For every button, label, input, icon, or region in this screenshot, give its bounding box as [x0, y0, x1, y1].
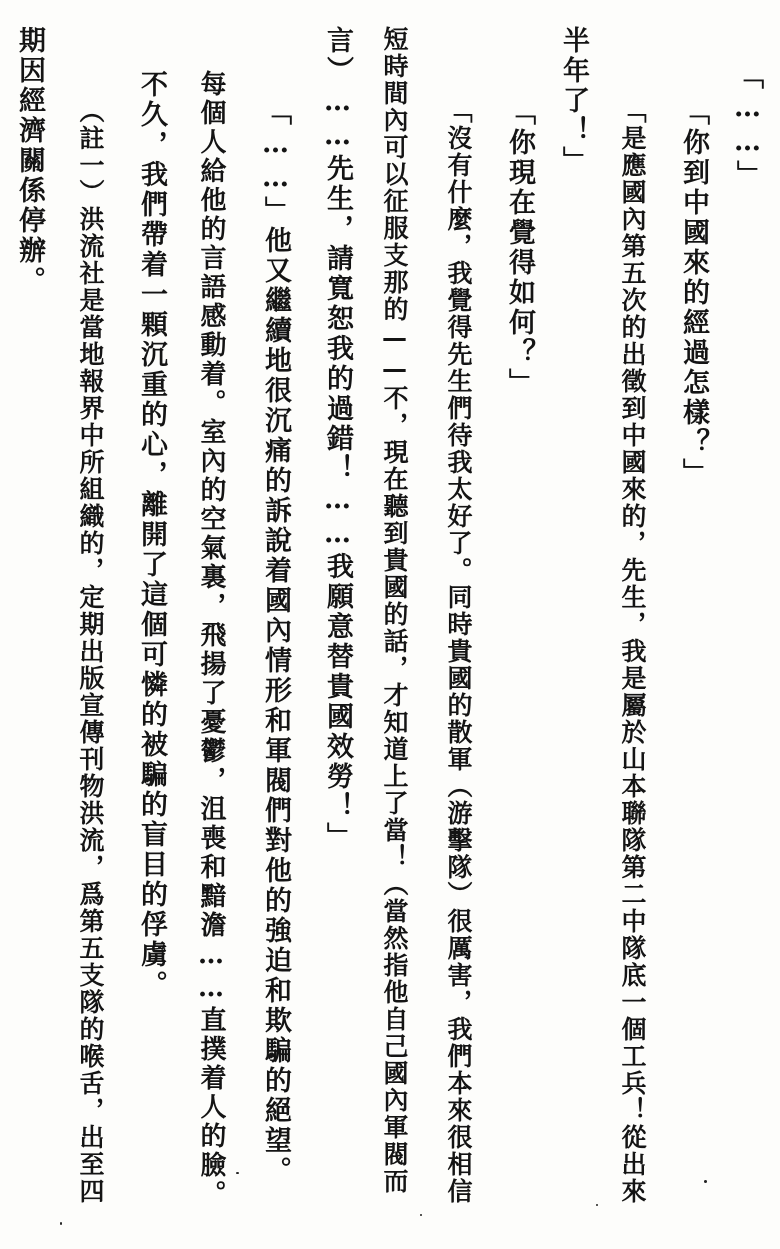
text-column-4: 半年了！」 — [558, 26, 589, 176]
scan-speck — [596, 1204, 598, 1206]
text-column-9: 「……」他又繼續地很沉痛的訴說着國內情形和軍閥們對他的強迫和欺騙的絕望。 — [260, 98, 291, 1186]
text-column-7: 短時間內可以征服支那的——不，現在聽到貴國的話，才知道上了當！（當然指他自己國內軍閥而 — [380, 26, 409, 1195]
text-column-2: 「你到中國來的經過怎樣？」 — [678, 98, 709, 488]
scan-speck — [60, 1222, 62, 1225]
text-column-12: （註一）洪流社是當地報界中所組織的，定期出版宣傳刊物洪流，爲第五支隊的喉舌，出至四 — [76, 98, 105, 1205]
text-column-1: 「……」 — [732, 62, 763, 190]
text-column-10: 每個人給他的言語感動着。室內的空氣裏，飛揚了憂鬱，沮喪和黯澹……直撲着人的臉。 — [196, 70, 226, 1209]
text-column-3: 「是應國內第五次的出徵到中國來的，先生，我是屬於山本聯隊第二中隊底一個工兵！從出來 — [618, 98, 647, 1205]
text-column-5: 「你現在覺得如何？」 — [504, 98, 535, 398]
text-column-8: 言）……先生，請寬恕我的過錯！……我願意替貴國效勞！」 — [322, 26, 353, 852]
text-column-6: 「沒有什麼，我覺得先生們待我太好了。同時貴國的散軍（游擊隊）很厲害，我們本來很相信 — [444, 98, 473, 1205]
scan-speck — [420, 1214, 422, 1216]
scan-speck — [704, 1180, 707, 1183]
text-column-13: 期因經濟關係停辦。 — [14, 26, 45, 296]
text-column-11: 不久，我們帶着一顆沉重的心，離開了這個可憐的被騙的盲目的俘虜。 — [136, 70, 167, 1000]
scan-speck — [236, 1172, 239, 1174]
